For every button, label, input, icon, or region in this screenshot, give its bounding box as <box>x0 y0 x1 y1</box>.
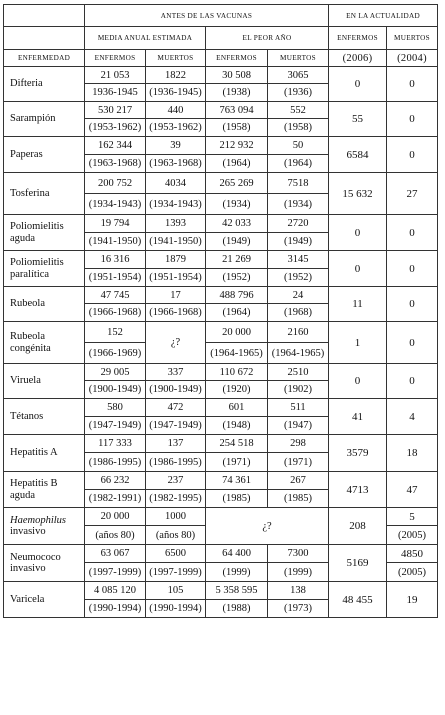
worst-sick-year: (1958) <box>206 119 268 137</box>
worst-sick: 64 400 <box>206 545 268 563</box>
annual-dead-years: (1990-1994) <box>146 600 206 618</box>
annual-dead-years: (1936-1945) <box>146 84 206 102</box>
disease-name: Rubeola <box>4 287 85 322</box>
annual-sick-years: (1966-1968) <box>85 304 146 322</box>
annual-sick-years: (1997-1999) <box>85 563 146 582</box>
current-dead-year: (2005) <box>387 563 438 582</box>
annual-dead: 105 <box>146 582 206 600</box>
annual-sick: 4 085 120 <box>85 582 146 600</box>
worst-sick-year: (1964) <box>206 304 268 322</box>
disease-name: Poliomielitis paralítica <box>4 251 85 287</box>
annual-dead: ¿? <box>146 322 206 364</box>
current-sick: 5169 <box>329 545 387 582</box>
current-dead: 27 <box>387 173 438 215</box>
disease-name: Hepatitis B aguda <box>4 472 85 508</box>
annual-dead: 1879 <box>146 251 206 269</box>
current-sick: 0 <box>329 67 387 102</box>
annual-dead: 137 <box>146 435 206 453</box>
annual-sick-years: (1966-1969) <box>85 343 146 364</box>
current-dead: 0 <box>387 251 438 287</box>
header-blank-2 <box>4 27 85 50</box>
disease-name: Difteria <box>4 67 85 102</box>
worst-dead-year: (1947) <box>268 417 329 435</box>
worst-sick: 763 094 <box>206 102 268 119</box>
current-sick: 0 <box>329 364 387 399</box>
annual-dead: 472 <box>146 399 206 417</box>
current-dead: 5 <box>387 508 438 526</box>
current-sick: 3579 <box>329 435 387 472</box>
worst-sick-year: (1985) <box>206 490 268 508</box>
annual-dead: 1822 <box>146 67 206 84</box>
worst-dead-year: (1934) <box>268 194 329 215</box>
annual-sick-years: (1990-1994) <box>85 600 146 618</box>
annual-sick-years: (1953-1962) <box>85 119 146 137</box>
annual-dead-years: (años 80) <box>146 526 206 545</box>
annual-sick: 117 333 <box>85 435 146 453</box>
current-dead: 0 <box>387 287 438 322</box>
current-sick: 1 <box>329 322 387 364</box>
table-wrapper <box>3 4 438 618</box>
table-row <box>4 215 438 233</box>
annual-dead-years: (1997-1999) <box>146 563 206 582</box>
disease-name: Varicela <box>4 582 85 618</box>
current-dead-year: (2005) <box>387 526 438 545</box>
header-before-vaccines: ANTES DE LAS VACUNAS <box>85 5 329 27</box>
worst-sick-year: (1920) <box>206 381 268 399</box>
current-sick: 11 <box>329 287 387 322</box>
worst-sick-year: (1948) <box>206 417 268 435</box>
disease-name: Neumococo invasivo <box>4 545 85 582</box>
disease-name <box>4 508 85 545</box>
annual-sick: 66 232 <box>85 472 146 490</box>
worst-sick-year: (1964) <box>206 155 268 173</box>
disease-name: Tosferina <box>4 173 85 215</box>
annual-dead: 4034 <box>146 173 206 194</box>
annual-dead-years: (1951-1954) <box>146 269 206 287</box>
annual-sick: 16 316 <box>85 251 146 269</box>
annual-sick-years: (1900-1949) <box>85 381 146 399</box>
worst-sick: 488 796 <box>206 287 268 304</box>
annual-dead-years: (1986-1995) <box>146 453 206 472</box>
current-dead: 0 <box>387 67 438 102</box>
current-dead: 4 <box>387 399 438 435</box>
header-annual-sick: ENFERMOS <box>85 50 146 67</box>
worst-sick-year: (1964-1965) <box>206 343 268 364</box>
header-current-dead: MUERTOS <box>387 27 438 50</box>
table-row <box>4 173 438 194</box>
disease-name: Viruela <box>4 364 85 399</box>
annual-dead-years: (1963-1968) <box>146 155 206 173</box>
header-annual-average: MEDIA ANUAL ESTIMADA <box>85 27 206 50</box>
annual-sick: 19 794 <box>85 215 146 233</box>
annual-dead-years: (1941-1950) <box>146 233 206 251</box>
worst-dead: 2160 <box>268 322 329 343</box>
worst-dead: 2720 <box>268 215 329 233</box>
table-row <box>4 287 438 304</box>
current-sick: 4713 <box>329 472 387 508</box>
worst-sick: 42 033 <box>206 215 268 233</box>
current-dead: 0 <box>387 364 438 399</box>
worst-dead: 138 <box>268 582 329 600</box>
current-dead: 0 <box>387 322 438 364</box>
worst-dead: 3145 <box>268 251 329 269</box>
header-current: EN LA ACTUALIDAD <box>329 5 438 27</box>
annual-dead-years: (1900-1949) <box>146 381 206 399</box>
worst-dead-year: (1949) <box>268 233 329 251</box>
annual-sick: 20 000 <box>85 508 146 526</box>
annual-sick: 530 217 <box>85 102 146 119</box>
annual-sick: 47 745 <box>85 287 146 304</box>
table-row <box>4 582 438 600</box>
worst-dead: 3065 <box>268 67 329 84</box>
header-worst-year: EL PEOR AÑO <box>206 27 329 50</box>
worst-dead-year: (1971) <box>268 453 329 472</box>
header-year-dead: (2004) <box>387 50 438 67</box>
worst-dead: 552 <box>268 102 329 119</box>
worst-sick-year: (1971) <box>206 453 268 472</box>
worst-sick-year: (1999) <box>206 563 268 582</box>
worst-dead-year: (1902) <box>268 381 329 399</box>
annual-dead: 440 <box>146 102 206 119</box>
worst-sick: 254 518 <box>206 435 268 453</box>
table-row <box>4 322 438 343</box>
annual-sick: 29 005 <box>85 364 146 381</box>
worst-dead-year: (1968) <box>268 304 329 322</box>
worst-dead-year: (1958) <box>268 119 329 137</box>
header-disease: ENFERMEDAD <box>4 50 85 67</box>
annual-dead: 17 <box>146 287 206 304</box>
worst-dead-year: (1999) <box>268 563 329 582</box>
worst-dead-year: (1936) <box>268 84 329 102</box>
header-worst-dead: MUERTOS <box>268 50 329 67</box>
annual-sick: 580 <box>85 399 146 417</box>
table-row <box>4 67 438 84</box>
disease-name-italic: Haemophilus <box>10 514 66 526</box>
table-row <box>4 251 438 269</box>
worst-dead: 7300 <box>268 545 329 563</box>
header-current-sick: ENFERMOS <box>329 27 387 50</box>
annual-dead-years: (1934-1943) <box>146 194 206 215</box>
worst-dead: 267 <box>268 472 329 490</box>
worst-dead-year: (1985) <box>268 490 329 508</box>
disease-name: Rubeola congénita <box>4 322 85 364</box>
disease-name: Tétanos <box>4 399 85 435</box>
table-row <box>4 545 438 563</box>
current-sick: 208 <box>329 508 387 545</box>
current-dead: 0 <box>387 137 438 173</box>
worst-sick: 21 269 <box>206 251 268 269</box>
current-dead: 19 <box>387 582 438 618</box>
current-dead: 0 <box>387 102 438 137</box>
table-row <box>4 137 438 155</box>
worst-dead: 24 <box>268 287 329 304</box>
worst-dead: 298 <box>268 435 329 453</box>
annual-sick: 162 344 <box>85 137 146 155</box>
worst-dead: 50 <box>268 137 329 155</box>
disease-name-rest: invasivo <box>10 526 46 537</box>
annual-sick-years: (1982-1991) <box>85 490 146 508</box>
worst-sick-year: (1949) <box>206 233 268 251</box>
table-row <box>4 435 438 453</box>
annual-sick-years: 1936-1945 <box>85 84 146 102</box>
worst-sick-year: (1952) <box>206 269 268 287</box>
table-body <box>4 67 438 618</box>
worst-dead-year: (1952) <box>268 269 329 287</box>
annual-sick-years: (1941-1950) <box>85 233 146 251</box>
annual-sick-years: (1947-1949) <box>85 417 146 435</box>
worst-sick-year: (1988) <box>206 600 268 618</box>
worst-sick: 601 <box>206 399 268 417</box>
worst-dead-year: (1964) <box>268 155 329 173</box>
annual-dead: 1000 <box>146 508 206 526</box>
worst-dead: 2510 <box>268 364 329 381</box>
disease-name: Poliomielitis aguda <box>4 215 85 251</box>
annual-sick: 152 <box>85 322 146 343</box>
annual-dead: 237 <box>146 472 206 490</box>
worst-sick: 30 508 <box>206 67 268 84</box>
annual-sick-years: (1986-1995) <box>85 453 146 472</box>
worst-sick: 212 932 <box>206 137 268 155</box>
current-sick: 6584 <box>329 137 387 173</box>
annual-dead-years: (1947-1949) <box>146 417 206 435</box>
table-row <box>4 364 438 381</box>
worst-dead: 7518 <box>268 173 329 194</box>
annual-dead-years: (1982-1995) <box>146 490 206 508</box>
worst-sick-year: (1938) <box>206 84 268 102</box>
annual-sick: 63 067 <box>85 545 146 563</box>
worst-sick: 20 000 <box>206 322 268 343</box>
current-sick: 15 632 <box>329 173 387 215</box>
disease-name: Paperas <box>4 137 85 173</box>
header-annual-dead: MUERTOS <box>146 50 206 67</box>
annual-dead: 6500 <box>146 545 206 563</box>
header-worst-sick: ENFERMOS <box>206 50 268 67</box>
worst-dead: 511 <box>268 399 329 417</box>
worst-sick: 5 358 595 <box>206 582 268 600</box>
annual-dead: 39 <box>146 137 206 155</box>
current-dead: 0 <box>387 215 438 251</box>
annual-sick: 21 053 <box>85 67 146 84</box>
current-dead: 47 <box>387 472 438 508</box>
annual-dead-years: (1966-1968) <box>146 304 206 322</box>
annual-sick-years: (años 80) <box>85 526 146 545</box>
current-sick: 48 455 <box>329 582 387 618</box>
current-sick: 41 <box>329 399 387 435</box>
worst-sick: 265 269 <box>206 173 268 194</box>
worst-dead-year: (1964-1965) <box>268 343 329 364</box>
annual-sick-years: (1934-1943) <box>85 194 146 215</box>
disease-name: Hepatitis A <box>4 435 85 472</box>
header-blank <box>4 5 85 27</box>
table-row <box>4 508 438 526</box>
table-row <box>4 472 438 490</box>
worst-dead-year: (1973) <box>268 600 329 618</box>
annual-sick: 200 752 <box>85 173 146 194</box>
annual-dead: 1393 <box>146 215 206 233</box>
worst-sick: 110 672 <box>206 364 268 381</box>
header-year-sick: (2006) <box>329 50 387 67</box>
current-sick: 0 <box>329 215 387 251</box>
annual-dead: 337 <box>146 364 206 381</box>
table-row <box>4 399 438 417</box>
current-sick: 55 <box>329 102 387 137</box>
annual-dead-years: (1953-1962) <box>146 119 206 137</box>
current-dead: 4850 <box>387 545 438 563</box>
table-row <box>4 102 438 119</box>
current-sick: 0 <box>329 251 387 287</box>
worst-sick: 74 361 <box>206 472 268 490</box>
current-dead: 18 <box>387 435 438 472</box>
worst-sick-year: (1934) <box>206 194 268 215</box>
disease-name: Sarampión <box>4 102 85 137</box>
vaccine-data-table <box>3 4 438 618</box>
annual-sick-years: (1963-1968) <box>85 155 146 173</box>
annual-sick-years: (1951-1954) <box>85 269 146 287</box>
worst-year-unknown: ¿? <box>206 508 329 545</box>
